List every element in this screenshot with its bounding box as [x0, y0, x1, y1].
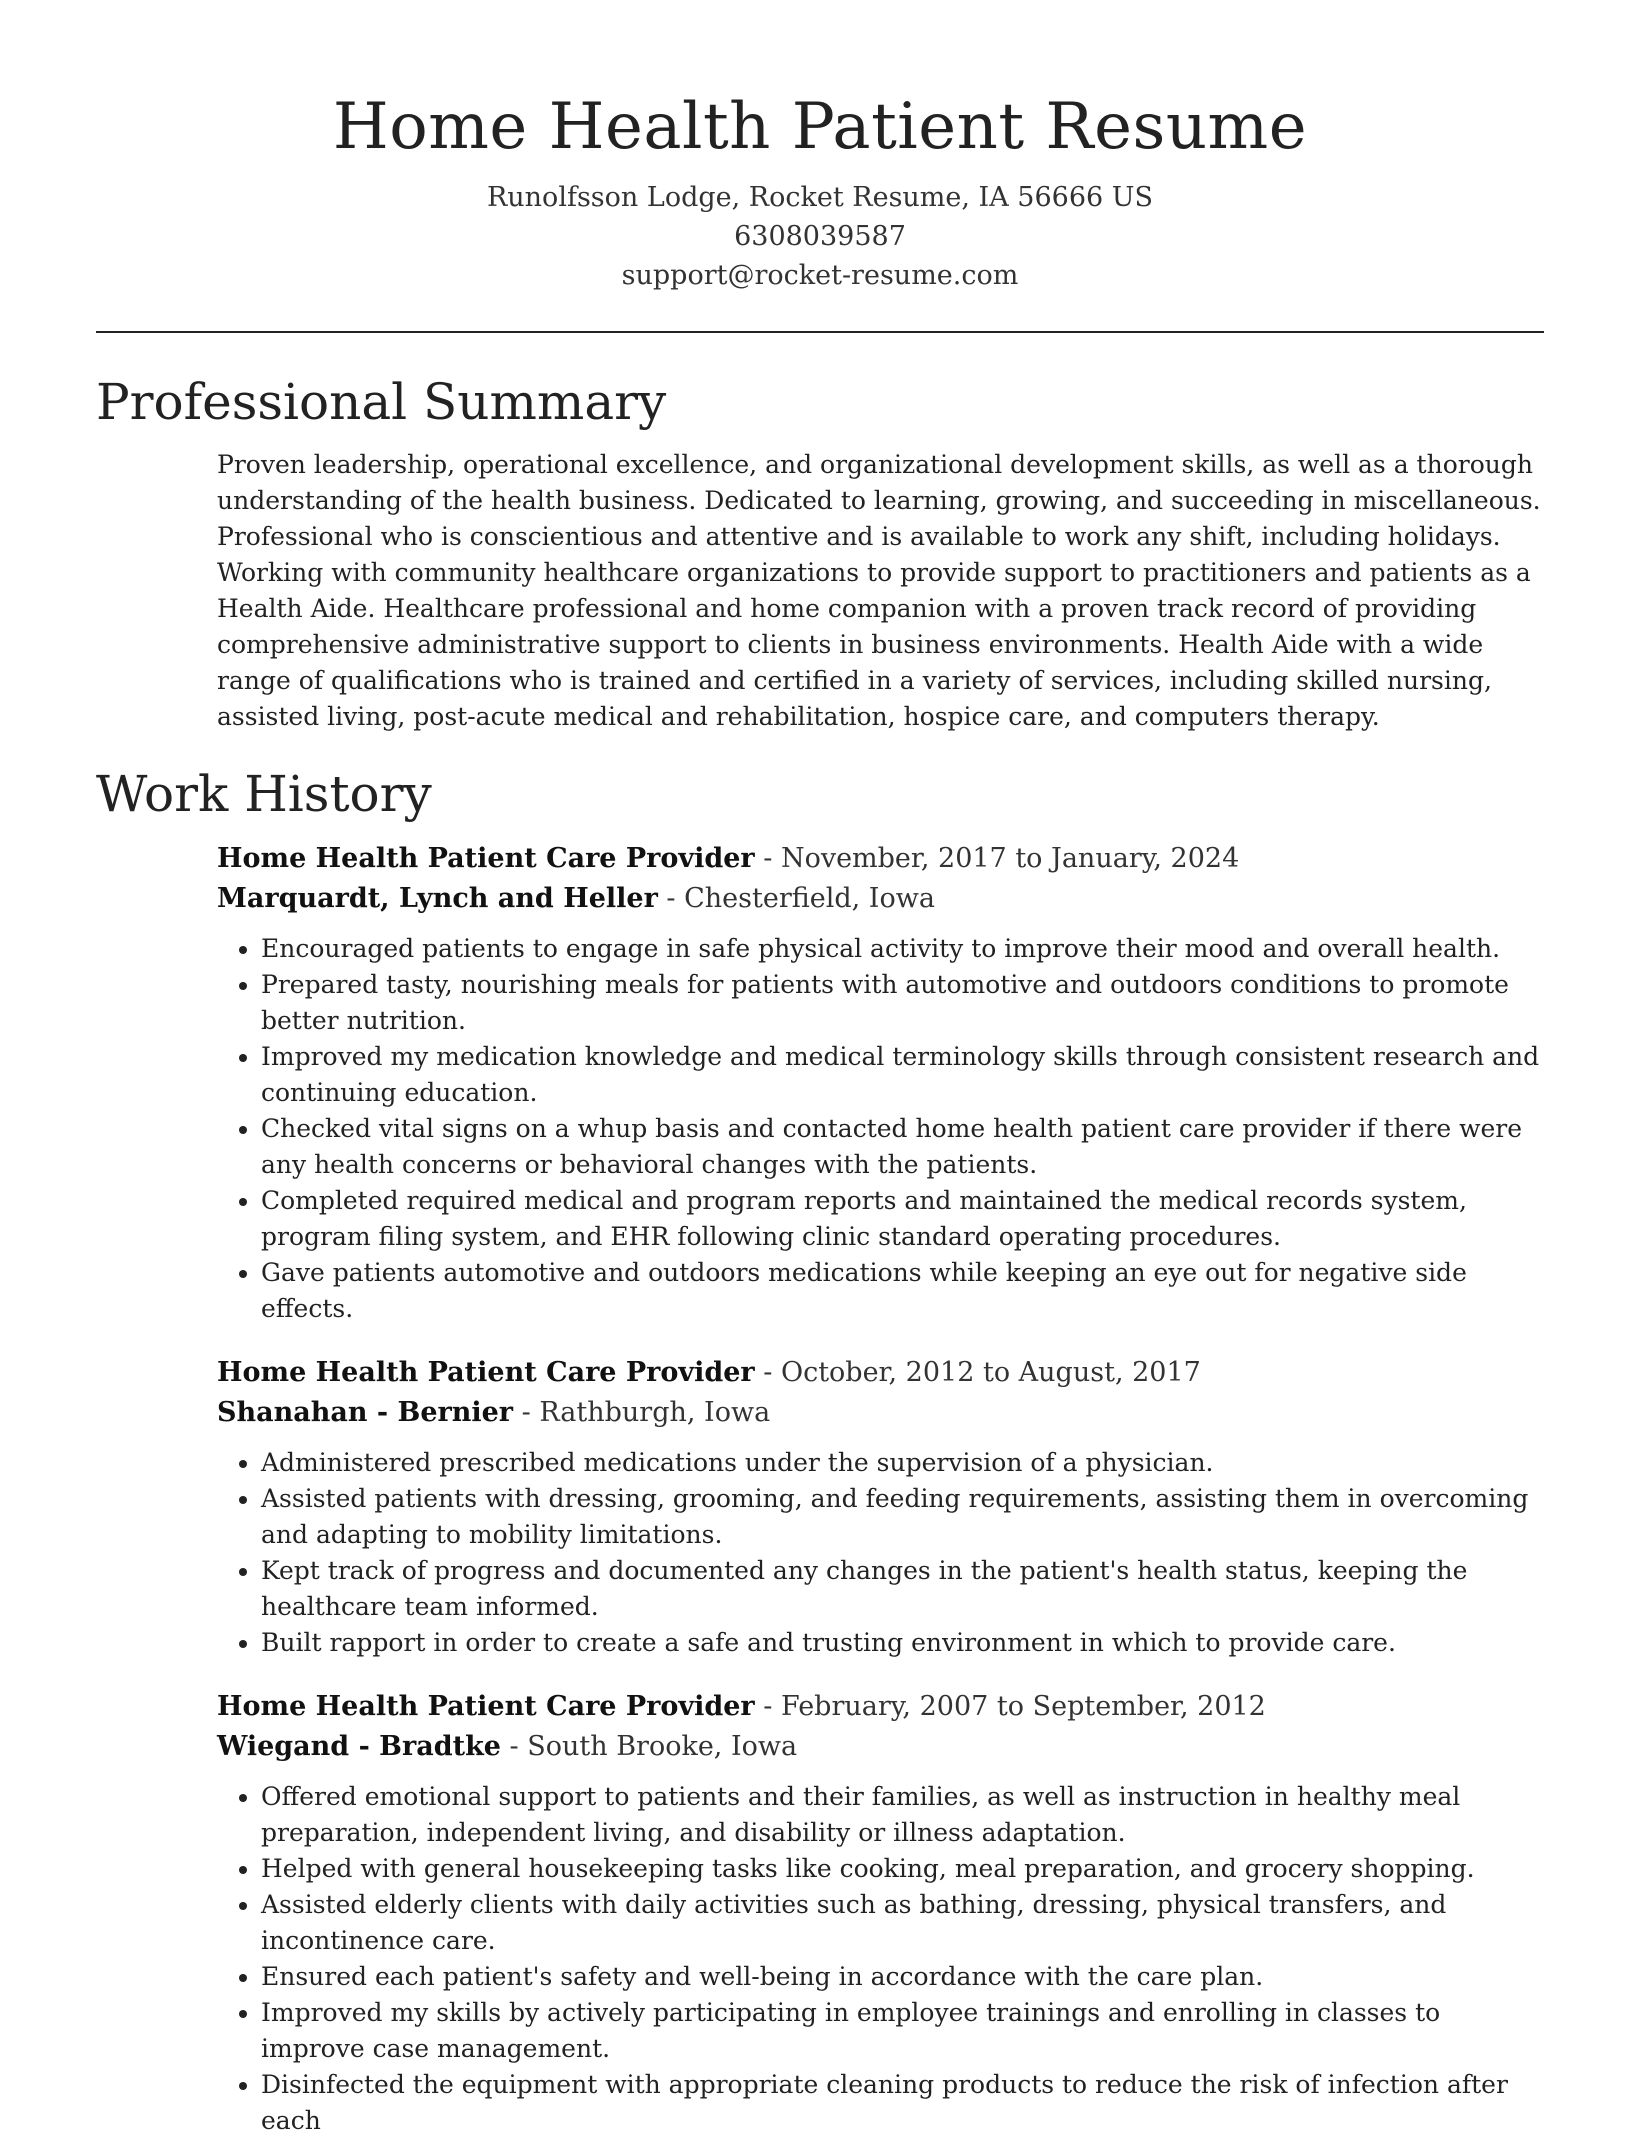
job-location: Rathburgh, Iowa	[539, 1397, 771, 1428]
job-company: Marquardt, Lynch and Heller	[217, 883, 658, 914]
job-end-date: August, 2017	[1018, 1357, 1201, 1388]
job-bullet-item: • Offered emotional support to patients and their families, as well as instruction in healthy meal preparation, independent living, and disability or illness adaptation.	[261, 1779, 1544, 1851]
job-separator: -	[500, 1731, 528, 1762]
job-date-joiner: to	[974, 1357, 1019, 1388]
job-role: Home Health Patient Care Provider	[217, 1357, 755, 1388]
summary-section	[96, 371, 1544, 735]
job-entry-2	[217, 1353, 1544, 1661]
job-bullet-list	[217, 1779, 1544, 2139]
job-date-joiner: to	[988, 1691, 1033, 1722]
job-bullet-list	[217, 1445, 1544, 1661]
job-title-line	[217, 1687, 1544, 1727]
job-company: Wiegand - Bradtke	[217, 1731, 501, 1762]
job-bullet-item: • Completed required medical and program reports and maintained the medical records system, program filing system, and EHR following clinic standard operating procedures.	[261, 1183, 1544, 1255]
summary-text: Proven leadership, operational excellence, and organizational development skills, as well as a thorough understanding of the health business. Dedicated to learning, growing, and succeeding in miscellaneous. Professional who is conscientious and attentive and is available to work any shift, including holidays. Working with community healthcare organizations to provide support to practitioners and patients as a Health Aide. Healthcare professional and home companion with a proven track record of providing comprehensive administrative support to clients in business environments. Health Aide with a wide range of qualifications who is trained and certified in a variety of services, including skilled nursing, assisted living, post-acute medical and rehabilitation, hospice care, and computers therapy.	[217, 450, 1541, 731]
job-location: South Brooke, Iowa	[527, 1731, 798, 1762]
job-separator: -	[513, 1397, 540, 1428]
job-bullet-item: • Assisted patients with dressing, grooming, and feeding requirements, assisting them in overcoming and adapting to mobility limitations.	[261, 1481, 1544, 1553]
resume-header	[96, 0, 1544, 295]
work-history-heading: Work History	[96, 765, 432, 823]
job-bullet-item: • Checked vital signs on a whup basis and contacted home health patient care provider if there were any health concerns or behavioral changes with the patients.	[261, 1111, 1544, 1183]
job-company-line	[217, 1727, 1544, 1767]
summary-body	[217, 447, 1544, 735]
job-separator: -	[754, 843, 781, 874]
contact-phone: 6308039587	[734, 221, 906, 252]
resume-title: Home Health Patient Resume	[332, 90, 1308, 164]
job-end-date: January, 2024	[1051, 843, 1240, 874]
job-bullet-item: • Gave patients automotive and outdoors medications while keeping an eye out for negative side effects.	[261, 1255, 1544, 1327]
job-entry-1	[217, 839, 1544, 1327]
job-bullet-item: • Administered prescribed medications under the supervision of a physician.	[261, 1445, 1544, 1481]
job-bullet-item: • Prepared tasty, nourishing meals for patients with automotive and outdoors conditions to promote better nutrition.	[261, 967, 1544, 1039]
job-end-date: September, 2012	[1032, 1691, 1266, 1722]
summary-heading: Professional Summary	[96, 373, 667, 431]
job-bullet-item: • Improved my medication knowledge and medical terminology skills through consistent research and continuing education.	[261, 1039, 1544, 1111]
contact-address: Runolfsson Lodge, Rocket Resume, IA 56666 US	[486, 182, 1154, 213]
job-company-line	[217, 879, 1544, 919]
job-role: Home Health Patient Care Provider	[217, 843, 755, 874]
job-start-date: October, 2012	[780, 1357, 975, 1388]
resume-page	[96, 0, 1544, 2135]
work-history-body	[217, 839, 1544, 2139]
job-entry-3	[217, 1687, 1544, 2139]
job-bullet-item: • Ensured each patient's safety and well-being in accordance with the care plan.	[261, 1959, 1544, 1995]
header-divider	[96, 331, 1544, 333]
job-bullet-item: • Disinfected the equipment with appropriate cleaning products to reduce the risk of infection after each	[261, 2067, 1544, 2139]
job-separator: -	[754, 1357, 781, 1388]
job-company-line	[217, 1393, 1544, 1433]
job-title-line	[217, 1353, 1544, 1393]
job-date-joiner: to	[1006, 843, 1052, 874]
job-bullet-list	[217, 931, 1544, 1327]
work-history-section	[96, 763, 1544, 2139]
job-role: Home Health Patient Care Provider	[217, 1691, 755, 1722]
job-bullet-item: • Built rapport in order to create a safe and trusting environment in which to provide care.	[261, 1625, 1544, 1661]
job-location: Chesterfield, Iowa	[684, 883, 935, 914]
contact-email: support@rocket-resume.com	[621, 260, 1019, 291]
job-title-line	[217, 839, 1544, 879]
job-bullet-item: • Helped with general housekeeping tasks like cooking, meal preparation, and grocery shopping.	[261, 1851, 1544, 1887]
contact-info	[96, 178, 1544, 295]
job-separator: -	[657, 883, 685, 914]
job-separator: -	[754, 1691, 781, 1722]
job-bullet-item: • Assisted elderly clients with daily activities such as bathing, dressing, physical transfers, and incontinence care.	[261, 1887, 1544, 1959]
job-start-date: February, 2007	[780, 1691, 989, 1722]
job-bullet-item: • Kept track of progress and documented any changes in the patient's health status, keeping the healthcare team informed.	[261, 1553, 1544, 1625]
job-start-date: November, 2017	[780, 843, 1007, 874]
job-bullet-item: • Encouraged patients to engage in safe physical activity to improve their mood and overall health.	[261, 931, 1544, 967]
job-company: Shanahan - Bernier	[217, 1397, 514, 1428]
job-bullet-item: • Improved my skills by actively participating in employee trainings and enrolling in classes to improve case management.	[261, 1995, 1544, 2067]
